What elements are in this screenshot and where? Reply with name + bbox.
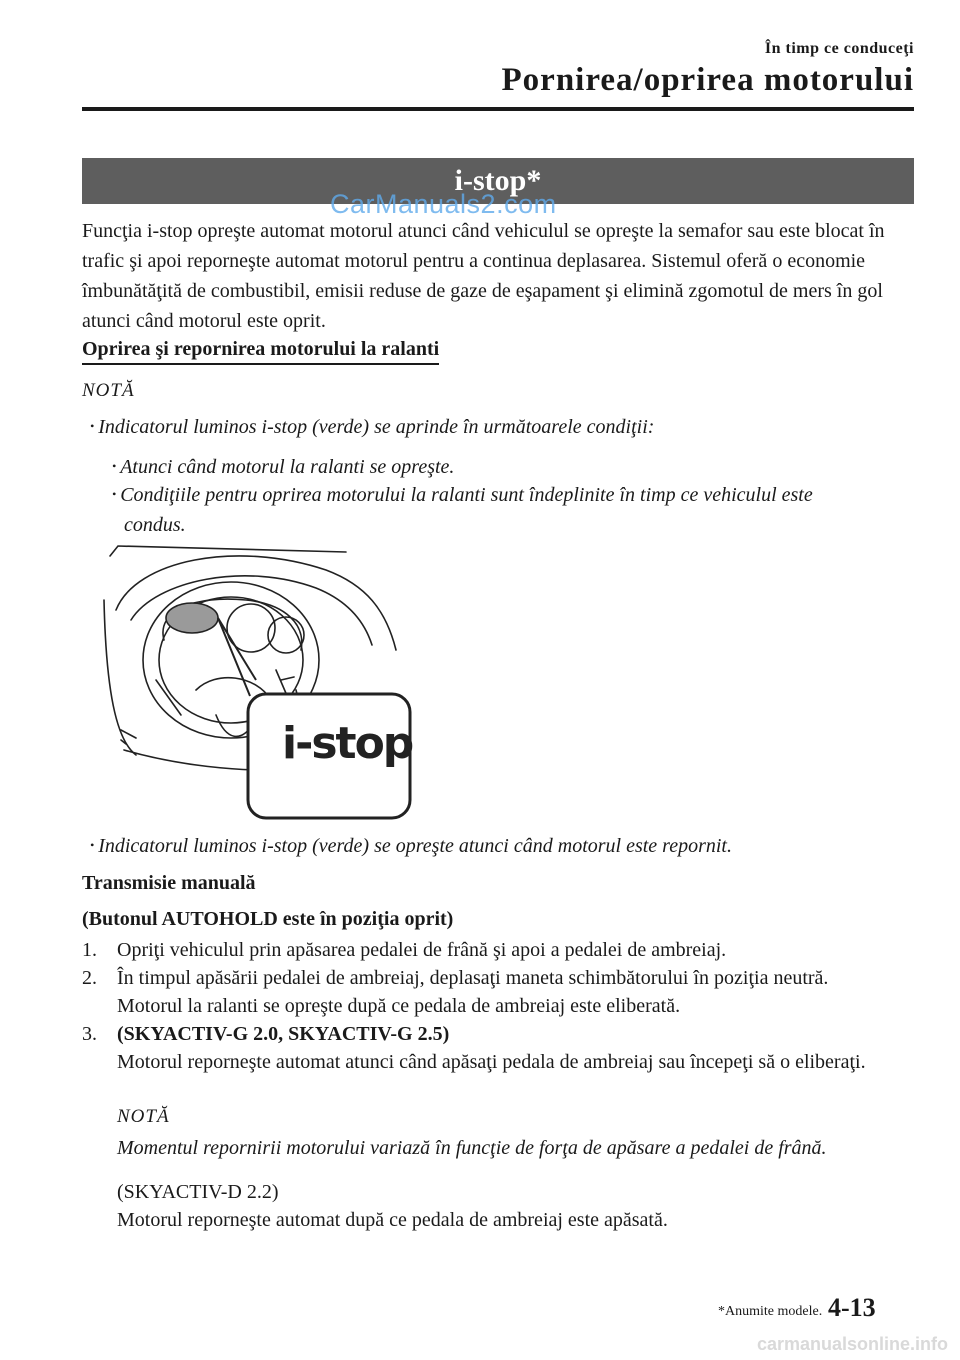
bullet-text: Condiţiile pentru oprirea motorului la ralanti sunt îndeplinite în timp ce vehiculul este bbox=[120, 484, 813, 506]
bullet-item bbox=[112, 453, 454, 483]
bullet-text-continued: condus. bbox=[124, 514, 186, 536]
bullet-icon: • bbox=[90, 419, 95, 433]
page-title: Pornirea/oprirea motorului bbox=[501, 62, 914, 98]
bullet-text: Indicatorul luminos i-stop (verde) se opreşte atunci când motorul este repornit. bbox=[98, 835, 732, 857]
watermark-text: CarManuals2.com bbox=[330, 189, 557, 219]
step-text: În timpul apăsării pedalei de ambreiaj, deplasaţi maneta schimbătorului în poziţia neutră. bbox=[117, 967, 829, 989]
dashboard-illustration bbox=[96, 540, 426, 830]
istop-indicator-label: i-stop bbox=[282, 718, 413, 769]
nota-label: NOTĂ bbox=[82, 380, 135, 401]
bullet-text: Atunci când motorul la ralanti se opreşte. bbox=[120, 456, 455, 478]
bullet-icon: • bbox=[112, 487, 117, 501]
nota-label: NOTĂ bbox=[117, 1106, 170, 1127]
header-rule bbox=[82, 107, 914, 111]
step-number: 1. bbox=[82, 939, 97, 961]
nota-text: Momentul repornirii motorului variază în funcţie de forţa de apăsare a pedalei de frână. bbox=[117, 1137, 827, 1159]
section-heading: Oprirea şi repornirea motorului la ralanti bbox=[82, 338, 439, 365]
step-number: 3. bbox=[82, 1023, 97, 1045]
footnote: *Anumite modele. bbox=[718, 1304, 823, 1319]
step-number: 2. bbox=[82, 967, 97, 989]
bullet-item bbox=[112, 481, 912, 539]
page-number: 4-13 bbox=[828, 1293, 876, 1322]
engine-variant-text: Motorul reporneşte automat după ce pedala de ambreiaj este apăsată. bbox=[117, 1209, 668, 1231]
chapter-label: În timp ce conduceţi bbox=[764, 40, 914, 57]
bullet-item bbox=[90, 832, 732, 862]
bullet-item bbox=[90, 413, 654, 443]
condition-heading: (Butonul AUTOHOLD este în poziţia oprit) bbox=[82, 908, 454, 930]
step-text: Opriţi vehiculul prin apăsarea pedalei de frână şi apoi a pedalei de ambreiaj. bbox=[117, 939, 727, 961]
bullet-text: Indicatorul luminos i-stop (verde) se aprinde în următoarele condiţii: bbox=[98, 416, 655, 438]
bullet-icon: • bbox=[112, 459, 117, 473]
intro-paragraph: Funcţia i-stop opreşte automat motorul atunci când vehiculul se opreşte la semafor sau este blocat în trafic şi apoi reporneşte automat motorul pentru a continua deplasarea. Sistemul oferă o economie îmbunătăţită de combustibil, emisii reduse de gaze de eşapament şi elimină zgomotul de mers în gol atunci când motorul este oprit. bbox=[82, 220, 885, 332]
step-condition: (SKYACTIV-G 2.0, SKYACTIV-G 2.5) bbox=[117, 1023, 450, 1045]
step-text-continued: Motorul la ralanti se opreşte după ce pedala de ambreiaj este eliberată. bbox=[117, 995, 681, 1017]
site-watermark: carmanualsonline.info bbox=[756, 1334, 948, 1354]
bullet-icon: • bbox=[90, 838, 95, 852]
step-text: Motorul reporneşte automat atunci când apăsaţi pedala de ambreiaj sau începeţi să o eliberaţi. bbox=[117, 1051, 866, 1073]
subsection-heading: Transmisie manuală bbox=[82, 872, 256, 894]
section-banner-title: i-stop* bbox=[454, 164, 542, 197]
engine-variant-label: (SKYACTIV-D 2.2) bbox=[117, 1181, 279, 1203]
